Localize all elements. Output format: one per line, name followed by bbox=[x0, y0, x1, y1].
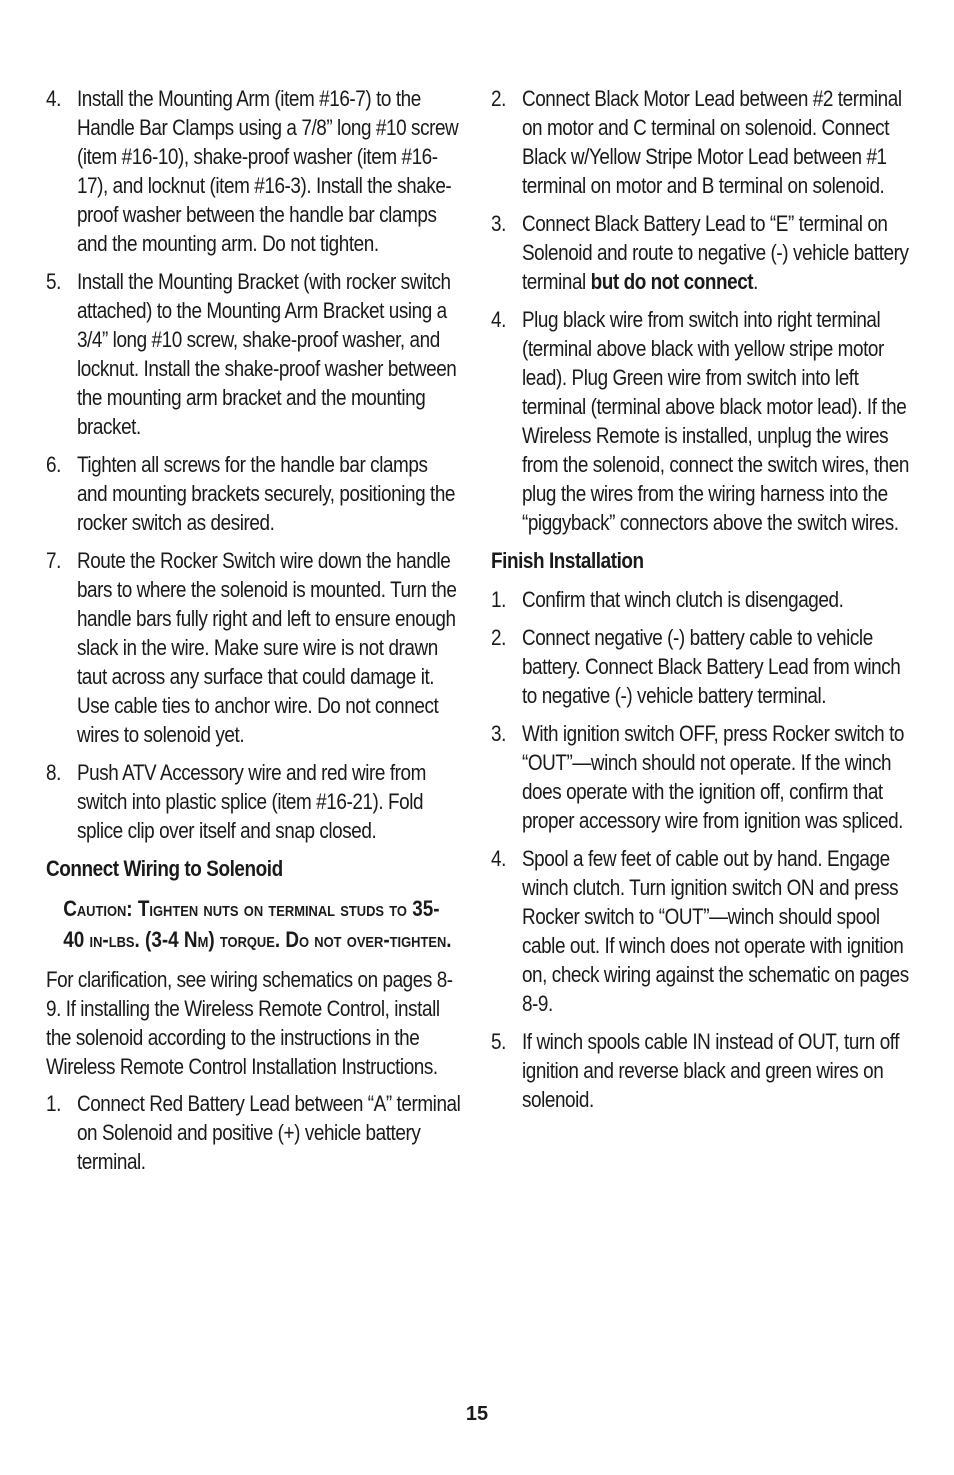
wiring-steps-list bbox=[46, 1089, 461, 1176]
step-number: 4. bbox=[46, 86, 61, 111]
step-text: Confirm that winch clutch is disengaged. bbox=[521, 587, 844, 612]
step-number: 1. bbox=[491, 587, 506, 612]
step-number: 3. bbox=[491, 211, 506, 236]
list-item bbox=[46, 758, 461, 845]
step-text-tail: . bbox=[753, 269, 758, 294]
step-number: 3. bbox=[491, 721, 506, 746]
page-number: 15 bbox=[465, 1403, 489, 1425]
list-item bbox=[491, 623, 912, 710]
caution-note: Caution: Tighten nuts on terminal studs to 35-40 in-lbs. (3-4 Nm) torque. Do not over-tighten. bbox=[63, 896, 452, 952]
step-text: Connect Red Battery Lead between “A” terminal on Solenoid and positive (+) vehicle battery terminal. bbox=[76, 1091, 461, 1174]
step-text: Install the Mounting Arm (item #16-7) to the Handle Bar Clamps using a 7/8” long #10 screw (item #16-10), shake-proof washer (item #16-17), and locknut (item #16-3). Install the shake-proof washer between the handle bar clamps and the mounting arm. Do not tighten. bbox=[76, 86, 459, 256]
step-text: Tighten all screws for the handle bar clamps and mounting brackets securely, positioning the rocker switch as desired. bbox=[76, 452, 456, 535]
list-item bbox=[491, 84, 912, 200]
clarification-paragraph: For clarification, see wiring schematics on pages 8-9. If installing the Wireless Remote Control, install the solenoid according to the instructions in the Wireless Remote Control Installation Instructions. bbox=[46, 967, 453, 1079]
list-item bbox=[491, 1027, 912, 1114]
step-text: If winch spools cable IN instead of OUT, turn off ignition and reverse black and green wires on solenoid. bbox=[521, 1029, 900, 1112]
step-number: 4. bbox=[491, 846, 506, 871]
list-item bbox=[491, 844, 912, 1018]
list-item bbox=[46, 450, 461, 537]
step-number: 8. bbox=[46, 760, 61, 785]
step-text: Plug black wire from switch into right terminal (terminal above black with yellow stripe motor lead). Plug Green wire from switch into left terminal (terminal above black motor lead). If the Wireless Remote is installed, unplug the wires from the solenoid, connect the switch wires, then plug the wires from the wiring harness into the “piggyback” connectors above the switch wires. bbox=[521, 307, 909, 535]
list-item bbox=[491, 585, 912, 614]
finish-steps-list bbox=[491, 585, 912, 1114]
list-item bbox=[491, 719, 912, 835]
step-text: Install the Mounting Bracket (with rocker switch attached) to the Mounting Arm Bracket using a 3/4” long #10 screw, shake-proof washer, and locknut. Install the shake-proof washer between the mounting arm bracket and the mounting bracket. bbox=[76, 269, 457, 439]
list-item bbox=[491, 209, 912, 296]
list-item bbox=[491, 305, 912, 537]
section-heading-connect-wiring: Connect Wiring to Solenoid bbox=[46, 856, 283, 881]
step-number: 2. bbox=[491, 625, 506, 650]
list-item bbox=[46, 546, 461, 749]
step-number: 7. bbox=[46, 548, 61, 573]
left-column bbox=[46, 84, 461, 1185]
step-text: With ignition switch OFF, press Rocker switch to “OUT”—winch should not operate. If the winch does operate with the ignition off, confirm that proper accessory wire from ignition was spliced. bbox=[521, 721, 905, 833]
step-text: Spool a few feet of cable out by hand. Engage winch clutch. Turn ignition switch ON and press Rocker switch to “OUT”—winch should spool cable out. If winch does not operate with ignition on, check wiring against the schematic on pages 8-9. bbox=[521, 846, 909, 1016]
emphasis-text: but do not connect bbox=[590, 269, 754, 294]
step-number: 6. bbox=[46, 452, 61, 477]
step-number: 5. bbox=[491, 1029, 506, 1054]
step-number: 1. bbox=[46, 1091, 61, 1116]
section-heading-finish-installation: Finish Installation bbox=[491, 548, 644, 573]
step-number: 5. bbox=[46, 269, 61, 294]
step-text: Connect Black Battery Lead to “E” terminal on Solenoid and route to negative (-) vehicle battery terminal bbox=[521, 211, 909, 294]
step-text: Connect Black Motor Lead between #2 terminal on motor and C terminal on solenoid. Connect Black w/Yellow Stripe Motor Lead between #1 terminal on motor and B terminal on solenoid. bbox=[521, 86, 902, 198]
step-text: Route the Rocker Switch wire down the handle bars to where the solenoid is mounted. Turn the handle bars fully right and left to ensure enough slack in the wire. Make sure wire is not drawn taut across any surface that could damage it. Use cable ties to anchor wire. Do not connect wires to solenoid yet. bbox=[76, 548, 457, 747]
step-text: Connect negative (-) battery cable to vehicle battery. Connect Black Battery Lead from winch to negative (-) vehicle battery terminal. bbox=[521, 625, 901, 708]
mounting-steps-list bbox=[46, 84, 461, 845]
step-text-group bbox=[522, 209, 912, 296]
list-item bbox=[46, 84, 461, 258]
step-number: 4. bbox=[491, 307, 506, 332]
right-column bbox=[491, 84, 912, 1123]
step-number: 2. bbox=[491, 86, 506, 111]
wiring-steps-continued-list bbox=[491, 84, 912, 537]
step-text: Push ATV Accessory wire and red wire from switch into plastic splice (item #16-21). Fold splice clip over itself and snap closed. bbox=[76, 760, 426, 843]
list-item bbox=[46, 1089, 461, 1176]
list-item bbox=[46, 267, 461, 441]
